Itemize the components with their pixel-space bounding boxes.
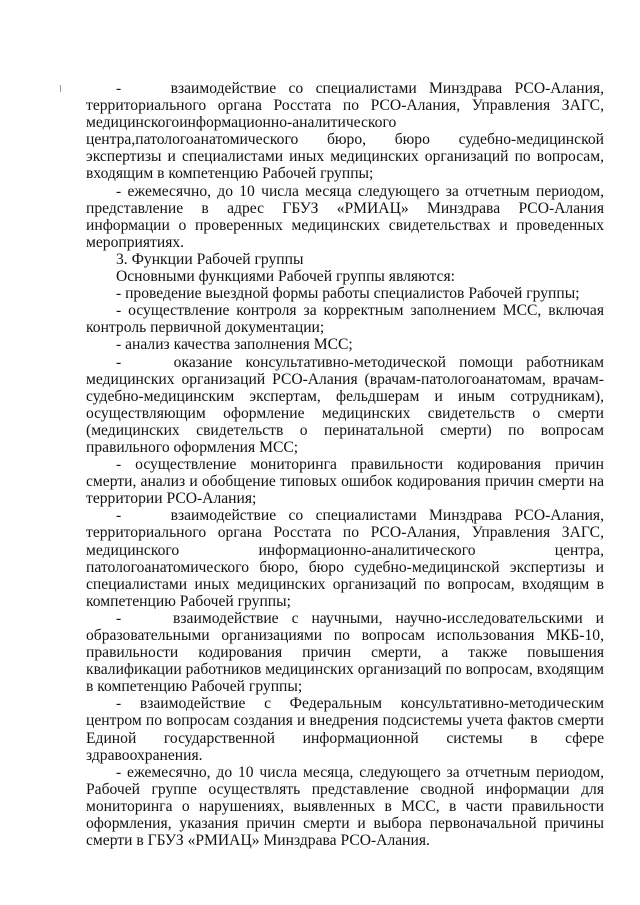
document-body	[86, 80, 604, 849]
scan-mark	[60, 85, 61, 92]
paragraph-monthly-report: - ежемесячно, до 10 числа месяца следующего за отчетным периодом, представление в адрес ГБУЗ «РМИАЦ» Минздрава РСО-Алания информации о проверенных медицинских свидетельствах и проведенных мероприятиях.	[86, 182, 604, 251]
function-item-consulting: - оказание консультативно-методической помощи работникам медицинских организаций РСО-Алания (врачам-патологоанатомам, врачам-судебно-медицинским экспертам, фельдшерам и иным сотрудникам), осуществляющим оформление медицинских свидетельств о смерти (медицинских свидетельств о перинатальной смерти) по вопросам правильного оформления МСС;	[86, 353, 604, 456]
paragraph-interaction-specialists: - взаимодействие со специалистами Минздрава РСО-Алания, территориального органа Росстата по РСО-Алания, Управления ЗАГС, медицинскогоинформационно-аналитического центра,патологоанатомического бюро, бюро судебно-медицинской экспертизы и специалистами иных медицинских организаций по вопросам, входящим в компетенцию Рабочей группы;	[86, 80, 604, 183]
section-heading: 3. Функции Рабочей группы	[116, 250, 304, 268]
function-item-interaction-science: - взаимодействие с научными, научно-исследовательскими и образовательными организациями по вопросам использования МКБ-10, правильности кодирования причин смерти, а также повышения квалификации работников медицинских организаций по вопросам, входящим в компетенцию Рабочей группы;	[86, 609, 604, 696]
function-item-monitoring: - осуществление мониторинга правильности кодирования причин смерти, анализ и обобщение типовых ошибок кодирования причин смерти на территории РСО-Алания;	[86, 456, 604, 508]
section-intro: Основными функциями Рабочей группы являются:	[116, 268, 455, 286]
function-item-quality-analysis: - анализ качества заполнения МСС;	[116, 336, 353, 354]
function-item-interaction-federal: - взаимодействие с Федеральным консультативно-методическим центром по вопросам создания и внедрения подсистемы учета фактов смерти Единой государственной информационной системы в сфере здравоохранения.	[86, 695, 604, 764]
function-item-field-work: - проведение выездной формы работы специалистов Рабочей группы;	[116, 285, 580, 303]
function-item-control: - осуществление контроля за корректным заполнением МСС, включая контроль первичной документации;	[86, 302, 604, 337]
function-item-monthly-summary: - ежемесячно, до 10 числа месяца, следующего за отчетным периодом, Рабочей группе осуществлять представление сводной информации для мониторинга о нарушениях, выявленных в МСС, в части правильности оформления, указания причин смерти и выбора первоначальной причины смерти в ГБУЗ «РМИАЦ» Минздрава РСО-Алания.	[86, 763, 604, 850]
function-item-interaction-specialists: - взаимодействие со специалистами Минздрава РСО-Алания, территориального органа Росстата по РСО-Алания, Управления ЗАГС, медицинского информационно-аналитического центра, патологоанатомического бюро, бюро судебно-медицинской экспертизы и специалистами иных медицинских организаций по вопросам, входящим в компетенцию Рабочей группы;	[86, 507, 604, 610]
